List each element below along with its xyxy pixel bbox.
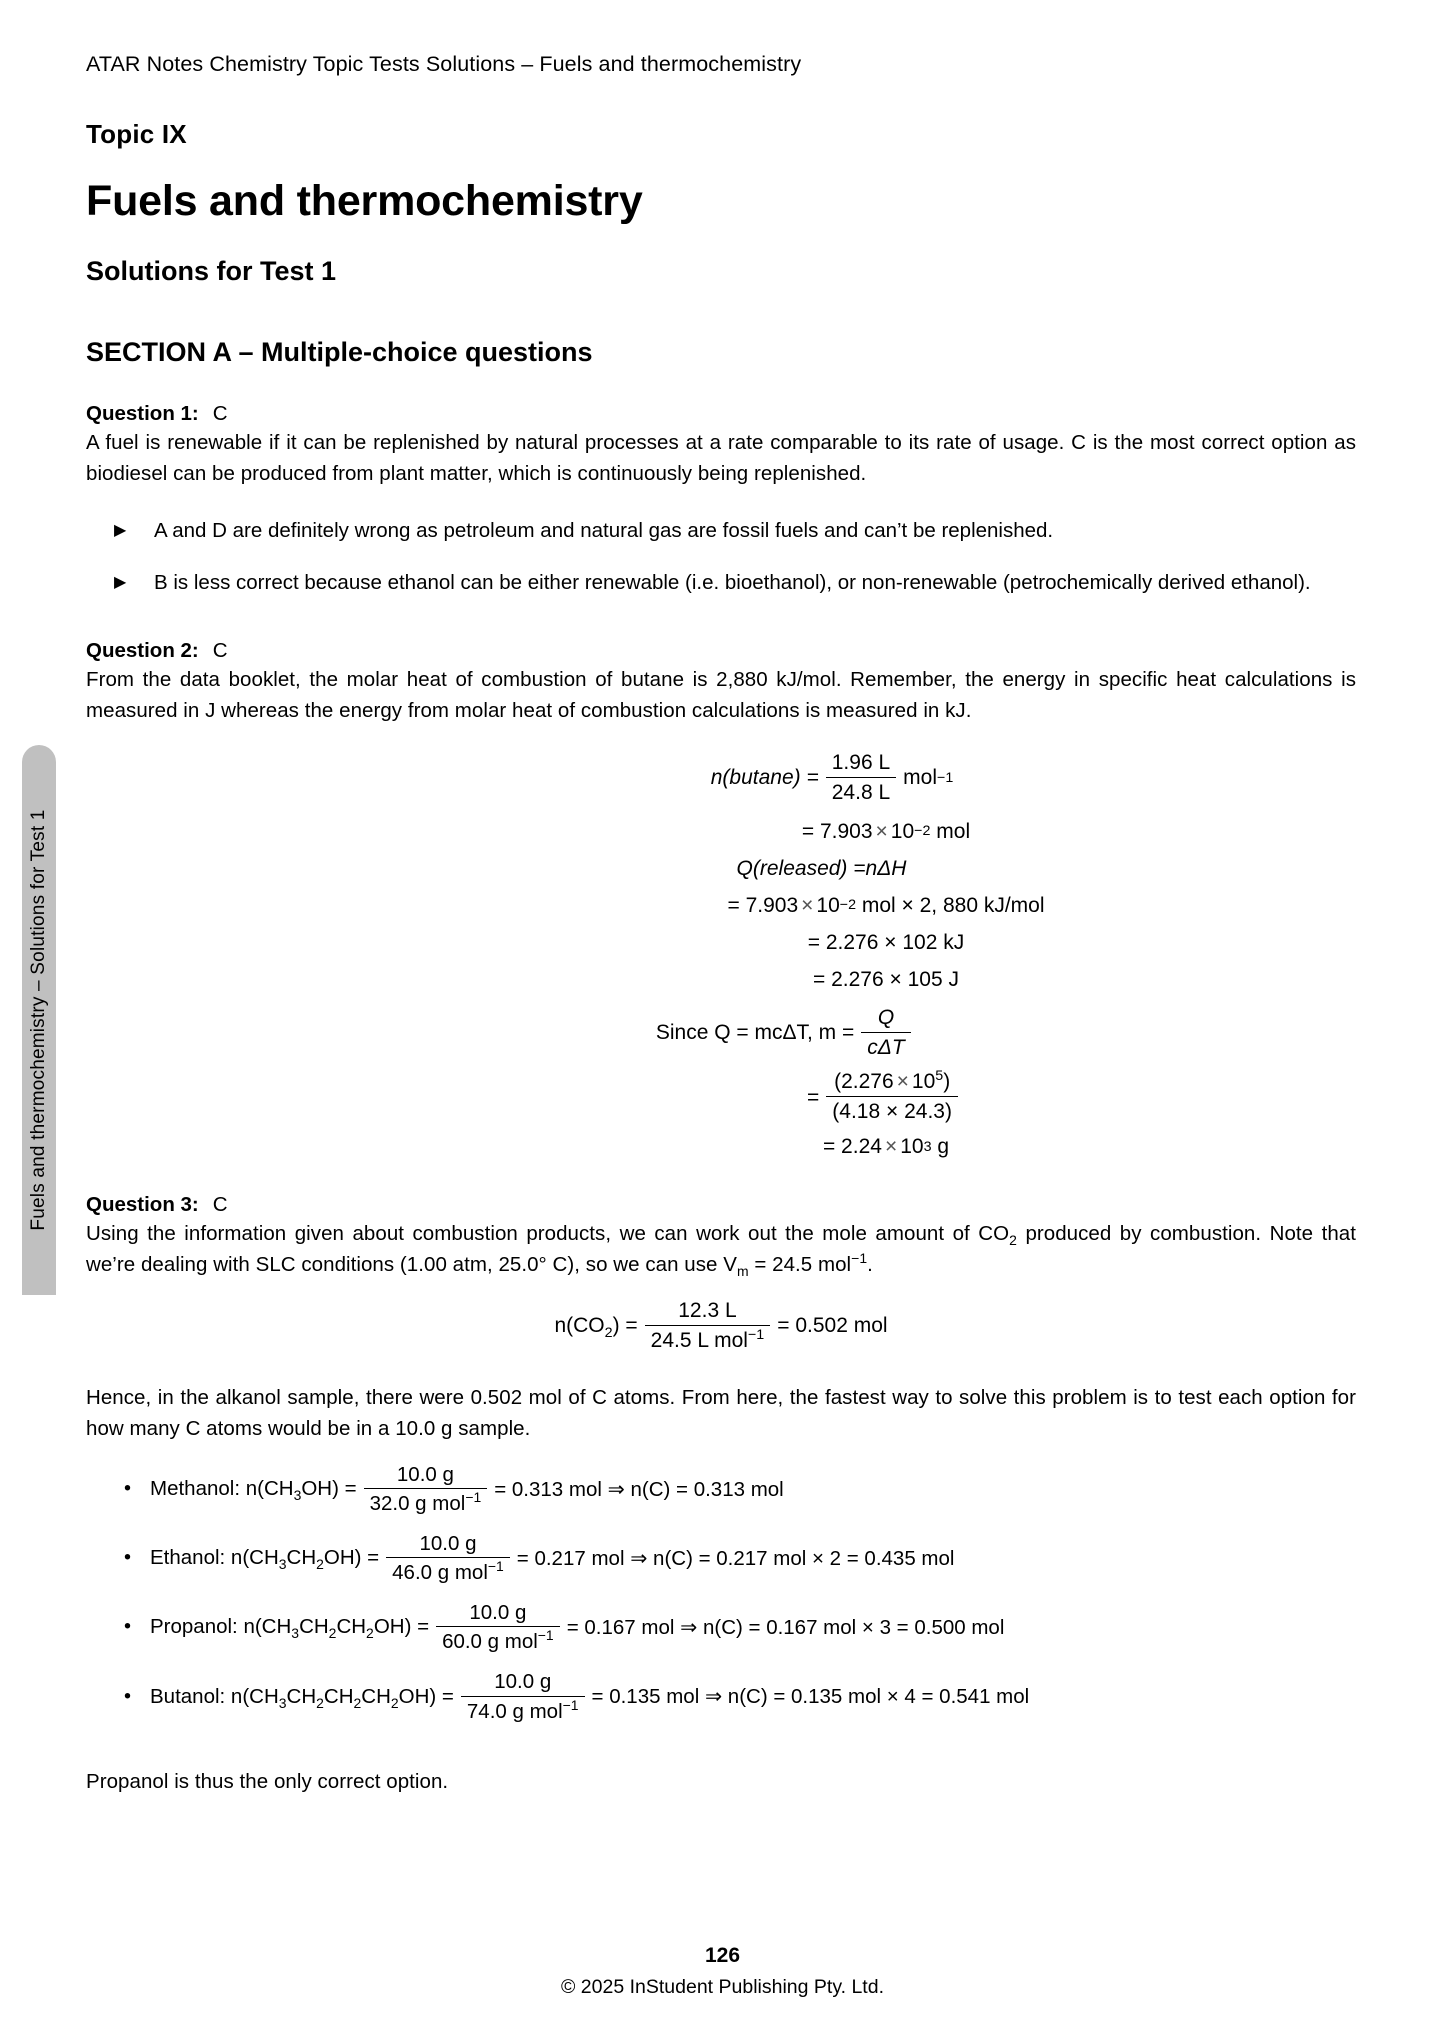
superscript: −1 bbox=[537, 1627, 554, 1644]
math-text: OH) = bbox=[323, 1546, 380, 1570]
subscript: 2 bbox=[316, 1556, 324, 1573]
math-mantissa: 10 bbox=[900, 1135, 924, 1159]
question-3-body bbox=[86, 1219, 1356, 1281]
fraction bbox=[826, 751, 896, 805]
body-text: = 24.5 mol bbox=[748, 1253, 852, 1277]
fraction-numerator: 10.0 g bbox=[396, 1462, 454, 1486]
superscript: −1 bbox=[851, 1250, 868, 1267]
list-item bbox=[124, 1532, 1356, 1585]
subscript: 3 bbox=[278, 1694, 287, 1711]
question-1-bullets bbox=[86, 516, 1356, 600]
math-line-4 bbox=[86, 895, 1356, 916]
dot-bullet-icon: • bbox=[124, 1615, 132, 1638]
math-rhs: $\frac{1.96 L}{24.8 L}$ mol −1 bbox=[819, 751, 954, 805]
subscript: m bbox=[736, 1263, 749, 1280]
alkanol-result: = 0.135 mol ⇒ n(C) = 0.135 mol × 4 = 0.541 mol bbox=[591, 1685, 1030, 1709]
question-2-answer: C bbox=[212, 639, 228, 662]
math-tail: mol × 2, 880 kJ/mol bbox=[861, 893, 1045, 917]
page-number: 126 bbox=[704, 1944, 741, 1967]
fraction bbox=[364, 1463, 488, 1516]
alkanol-label bbox=[150, 1477, 357, 1504]
math-text: 46.0 g mol bbox=[392, 1561, 488, 1585]
math-text: Butanol: n(CH bbox=[150, 1684, 279, 1708]
math-line-8 bbox=[86, 1070, 1356, 1124]
triangle-bullet-icon: ▶ bbox=[114, 574, 127, 592]
math-lhs bbox=[536, 858, 866, 879]
math-rhs bbox=[807, 1070, 965, 1124]
dot-bullet-icon: • bbox=[124, 1477, 132, 1500]
fraction-denominator bbox=[436, 1626, 560, 1654]
math-text: (2.276 bbox=[834, 1070, 894, 1094]
body-text: Using the information given about combustion products, we can work out the mole amount of CO bbox=[86, 1222, 1010, 1246]
math-line-1 bbox=[86, 751, 1356, 805]
math-text: 24.5 L mol bbox=[650, 1328, 748, 1352]
math-line-3 bbox=[86, 858, 1356, 879]
body-text: . bbox=[867, 1253, 873, 1277]
subscript: 2 bbox=[328, 1625, 337, 1642]
math-text: CH bbox=[286, 1546, 317, 1570]
math-line-6 bbox=[86, 969, 1356, 990]
superscript: −1 bbox=[747, 1326, 765, 1343]
times-icon: × bbox=[875, 819, 888, 843]
times-icon: × bbox=[896, 1070, 909, 1094]
math-lhs-text: Since Q = mcΔT, m = bbox=[655, 1021, 855, 1045]
math-text: CH bbox=[299, 1615, 329, 1639]
math-line bbox=[86, 1299, 1356, 1353]
list-item bbox=[114, 568, 1356, 599]
subscript: 2 bbox=[604, 1325, 613, 1342]
fraction-denominator: cΔT bbox=[861, 1032, 910, 1060]
math-text: 32.0 g mol bbox=[369, 1492, 466, 1516]
alkanol-result: = 0.167 mol ⇒ n(C) = 0.167 mol × 3 = 0.500 mol bbox=[566, 1615, 1005, 1639]
fraction-numerator bbox=[828, 1070, 956, 1096]
math-lhs-text: Q(released) = bbox=[736, 856, 866, 880]
fraction-numerator: 12.3 L bbox=[678, 1298, 737, 1322]
alkanol-label bbox=[150, 1546, 380, 1573]
math-text: Ethanol: n(CH bbox=[150, 1546, 279, 1570]
fraction-numerator: Q bbox=[877, 1005, 895, 1029]
superscript: −1 bbox=[562, 1696, 579, 1713]
list-item bbox=[114, 516, 1356, 547]
fraction-numerator: 10.0 g bbox=[494, 1670, 552, 1693]
section-heading: SECTION A – Multiple-choice questions bbox=[86, 337, 593, 367]
question-1-heading bbox=[86, 402, 1356, 426]
math-line-2 bbox=[86, 821, 1356, 842]
list-item-text: A and D are definitely wrong as petroleum and natural gas are fossil fuels and can’t be replenished. bbox=[154, 518, 1054, 542]
question-1-body: A fuel is renewable if it can be replenished by natural processes at a rate comparable to its rate of usage. C is the most correct option as biodiesel can be produced from plant matter, which is continuously being replenished. bbox=[86, 431, 1356, 485]
list-item-text: B is less correct because ethanol can be either renewable (i.e. bioethanol), or non-renewable (petrochemically derived ethanol). bbox=[154, 571, 1311, 595]
math-rhs: nΔH bbox=[865, 856, 907, 880]
page-footer bbox=[0, 1944, 1445, 1999]
fraction bbox=[436, 1601, 560, 1654]
body-text: produced by combustion. Note that we’re dealing with SLC conditions (1.00 atm, 25.0° C), so we can use V bbox=[86, 1222, 1356, 1277]
math-rhs: = 7.903 × 10 −2 mol × 2, 880 kJ/mol bbox=[727, 893, 1045, 917]
question-2-body: From the data booklet, the molar heat of combustion of butane is 2,880 kJ/mol. Remember, the energy in specific heat calculations is measured in J whereas the energy from molar heat of combustion calculations is measured in kJ. bbox=[86, 668, 1356, 722]
fraction-denominator bbox=[364, 1488, 488, 1516]
math-text: OH) = bbox=[373, 1615, 430, 1639]
fraction bbox=[461, 1670, 585, 1723]
question-3-label: Question 3: bbox=[86, 1193, 199, 1217]
math-text: ) = bbox=[612, 1314, 638, 1338]
math-mantissa: 10 bbox=[911, 1070, 936, 1094]
math-result: = 0.502 mol bbox=[777, 1314, 888, 1338]
page-content bbox=[86, 0, 1356, 1798]
superscript: −1 bbox=[487, 1558, 504, 1575]
math-lhs bbox=[524, 1022, 854, 1043]
math-text: 60.0 g mol bbox=[442, 1630, 538, 1654]
dot-bullet-icon: • bbox=[124, 1546, 132, 1569]
math-text: CH bbox=[323, 1684, 354, 1708]
fraction-denominator: 24.8 L bbox=[826, 777, 896, 805]
page-subtitle: Solutions for Test 1 bbox=[86, 256, 337, 286]
subscript: 3 bbox=[291, 1625, 300, 1642]
subscript: 3 bbox=[293, 1487, 302, 1504]
subscript: 2 bbox=[1009, 1232, 1017, 1249]
side-tab-label: Fuels and thermochemistry – Solutions for Test 1 bbox=[28, 809, 49, 1231]
question-3-answer: C bbox=[212, 1193, 228, 1217]
math-text: CH bbox=[336, 1615, 367, 1639]
math-mantissa: 10 bbox=[890, 819, 915, 843]
list-item bbox=[124, 1463, 1356, 1516]
math-line-5 bbox=[86, 932, 1356, 953]
list-item bbox=[124, 1601, 1356, 1654]
question-3-co2-equation bbox=[86, 1299, 1356, 1353]
math-text: = 7.903 bbox=[801, 819, 873, 843]
question-3-conclusion: Propanol is thus the only correct option. bbox=[86, 1770, 449, 1794]
alkanol-label bbox=[150, 1615, 430, 1642]
alkanol-label bbox=[150, 1685, 454, 1709]
math-text: Propanol: n(CH bbox=[150, 1615, 292, 1639]
fraction bbox=[386, 1532, 510, 1585]
math-text: ) bbox=[943, 1070, 951, 1094]
subscript: 2 bbox=[316, 1694, 324, 1711]
math-rhs bbox=[854, 1006, 917, 1060]
alkanol-result: = 0.313 mol ⇒ n(C) = 0.313 mol bbox=[494, 1477, 784, 1501]
question-2-label: Question 2: bbox=[86, 639, 199, 662]
question-2-heading bbox=[86, 639, 1356, 663]
fraction-denominator: (4.18 × 24.3) bbox=[826, 1096, 958, 1124]
fraction-denominator bbox=[386, 1557, 510, 1585]
math-text: CH bbox=[286, 1684, 317, 1708]
subscript: 2 bbox=[390, 1694, 399, 1711]
subscript: 3 bbox=[278, 1556, 287, 1573]
list-item bbox=[124, 1670, 1356, 1723]
running-head: ATAR Notes Chemistry Topic Tests Solutions – Fuels and thermochemistry bbox=[86, 52, 802, 76]
math-rhs: = 7.903 × 10 −2 mol bbox=[801, 819, 971, 843]
fraction-numerator: 1.96 L bbox=[831, 750, 891, 774]
alkanol-result: = 0.217 mol ⇒ n(C) = 0.217 mol × 2 = 0.435 mol bbox=[516, 1546, 955, 1570]
fraction bbox=[861, 1006, 910, 1060]
math-text: Methanol: n(CH bbox=[150, 1477, 294, 1501]
math-line-7 bbox=[86, 1006, 1356, 1060]
fraction bbox=[645, 1299, 771, 1353]
fraction-denominator bbox=[645, 1325, 771, 1353]
math-text: n(CO bbox=[554, 1314, 605, 1338]
math-text: = 7.903 bbox=[727, 893, 799, 917]
fraction-numerator: 10.0 g bbox=[469, 1600, 527, 1624]
math-text: 74.0 g mol bbox=[466, 1699, 563, 1723]
dot-bullet-icon: • bbox=[124, 1685, 132, 1708]
superscript: −1 bbox=[465, 1489, 482, 1506]
triangle-bullet-icon: ▶ bbox=[114, 521, 127, 539]
math-text: CH bbox=[361, 1684, 391, 1708]
fraction bbox=[826, 1070, 958, 1124]
subscript: 2 bbox=[353, 1694, 362, 1711]
question-1-answer: C bbox=[212, 402, 228, 425]
math-lhs bbox=[554, 1314, 638, 1342]
math-rhs: = 2.276 × 102 kJ bbox=[807, 930, 965, 954]
math-line-9 bbox=[86, 1136, 1356, 1157]
question-2-math bbox=[86, 751, 1356, 1158]
math-rhs: = 2.276 × 105 J bbox=[813, 967, 959, 991]
topic-label: Topic IX bbox=[86, 119, 187, 149]
math-unit: mol bbox=[936, 819, 971, 843]
question-3-body-2: Hence, in the alkanol sample, there were 0.502 mol of C atoms. From here, the fastest way to solve this problem is to test each option for how many C atoms would be in a 10.0 g sample. bbox=[86, 1386, 1356, 1440]
alkanol-list bbox=[86, 1463, 1356, 1724]
question-1-label: Question 1: bbox=[86, 402, 199, 425]
math-rhs: = 2.24 × 10 3 g bbox=[822, 1135, 950, 1159]
math-text: OH) = bbox=[301, 1477, 357, 1501]
math-mantissa: 10 bbox=[816, 893, 840, 917]
math-exponent: 5 bbox=[935, 1068, 944, 1085]
math-unit: g bbox=[937, 1135, 950, 1159]
math-lhs: n(butane) = bbox=[710, 766, 819, 790]
times-icon: × bbox=[884, 1135, 898, 1159]
times-icon: × bbox=[801, 893, 814, 917]
copyright-notice: © 2025 InStudent Publishing Pty. Ltd. bbox=[561, 1976, 884, 1998]
fraction-denominator bbox=[461, 1696, 585, 1724]
math-text: OH) = bbox=[398, 1684, 454, 1708]
subscript: 2 bbox=[366, 1625, 374, 1642]
fraction-numerator: 10.0 g bbox=[419, 1531, 477, 1555]
side-tab bbox=[22, 745, 56, 1295]
equals-sign: = bbox=[807, 1085, 820, 1109]
page-title: Fuels and thermochemistry bbox=[86, 177, 643, 225]
question-3-heading bbox=[86, 1193, 1356, 1217]
unit: mol bbox=[903, 766, 937, 790]
math-text: = 2.24 bbox=[822, 1135, 882, 1159]
